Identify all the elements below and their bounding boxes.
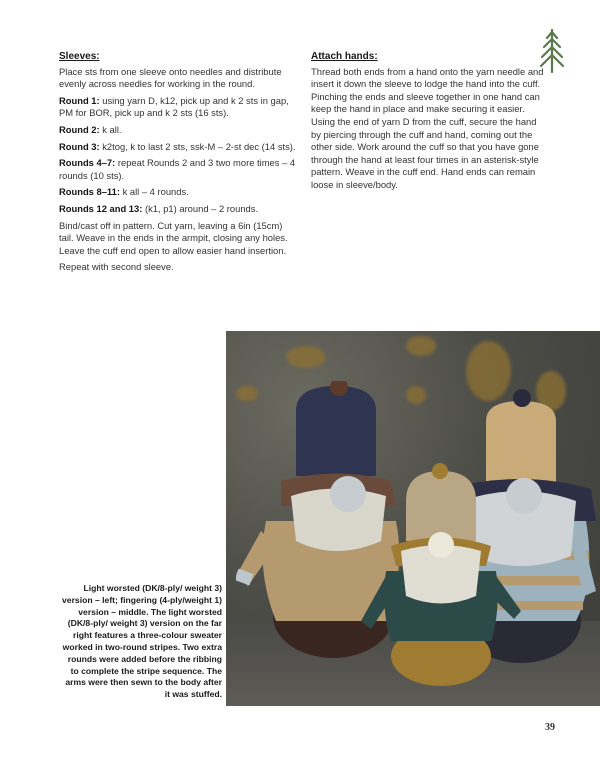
round-label: Rounds 12 and 13: (59, 202, 143, 214)
attach-hands-heading: Attach hands: (311, 51, 378, 62)
photo-caption: Light worsted (DK/8-ply/ weight 3) version – left; fingering (4-ply/weight 1) version – middle. The light worsted (DK/8-ply/ weight 3) version on the far right features a three-colour sweater worked in two-round stripes. Two extra rounds were added before the ribbing to complete the stripe sequence. The arms were then sewn to the body after it was stuffed. (62, 583, 222, 700)
round-label: Rounds 8–11: (59, 186, 120, 198)
bind-off-instructions: Bind/cast off in pattern. Cut yarn, leaving a 6in (15cm) tail. Weave in the ends in the armpit, closing any holes. Leave the cuff end open to allow easier hand insertion. (59, 219, 288, 256)
repeat-instructions: Repeat with second sleeve. (59, 261, 174, 273)
attach-hands-section (311, 51, 547, 196)
sleeves-section (59, 51, 297, 278)
round-3 (59, 141, 297, 154)
round-label: Rounds 4–7: (59, 157, 116, 169)
round-label: Round 2: (59, 123, 100, 135)
sleeves-intro: Place sts from one sleeve onto needles and distribute evenly across needles for working in the round. (59, 65, 282, 90)
round-text: (k1, p1) around – 2 rounds. (142, 202, 259, 214)
tree-icon (539, 28, 565, 74)
rounds-12-13 (59, 203, 297, 216)
round-1 (59, 95, 297, 120)
rounds-8-11 (59, 186, 297, 199)
sleeves-heading: Sleeves: (59, 51, 100, 62)
rounds-4-7 (59, 157, 297, 182)
round-label: Round 1: (59, 94, 100, 106)
round-text: repeat Rounds 2 and 3 two more times – 4 rounds (10 sts). (59, 157, 296, 181)
round-text: k2tog, k to last 2 sts, ssk-M – 2-st dec (14 sts). (99, 140, 296, 152)
round-text: k all – 4 rounds. (119, 186, 189, 198)
gnome-middle (356, 461, 526, 686)
round-2 (59, 124, 297, 137)
page-number: 39 (545, 722, 555, 733)
round-label: Round 3: (59, 140, 100, 152)
attach-hands-body: Thread both ends from a hand onto the yarn needle and insert it down the sleeve to lodge the hand into the cuff. Pinching the ends and sleeve together in one hand can keep the hand in place and make securing it easier. Using the end of yarn D from the cuff, secure the hand by piercing through the cuff and hand, coming out the other side. Work around the cuff so that you have gone through the hand at least four times in an asterisk-style pattern. Weave in the cuff end. Hand ends can remain loose in sleeve/body. (311, 65, 544, 190)
round-text: using yarn D, k12, pick up and k 2 sts in gap, PM for BOR, pick up and k 2 sts (16 sts). (59, 94, 289, 119)
round-text: k all. (99, 123, 122, 135)
gnomes-photo (226, 331, 600, 706)
